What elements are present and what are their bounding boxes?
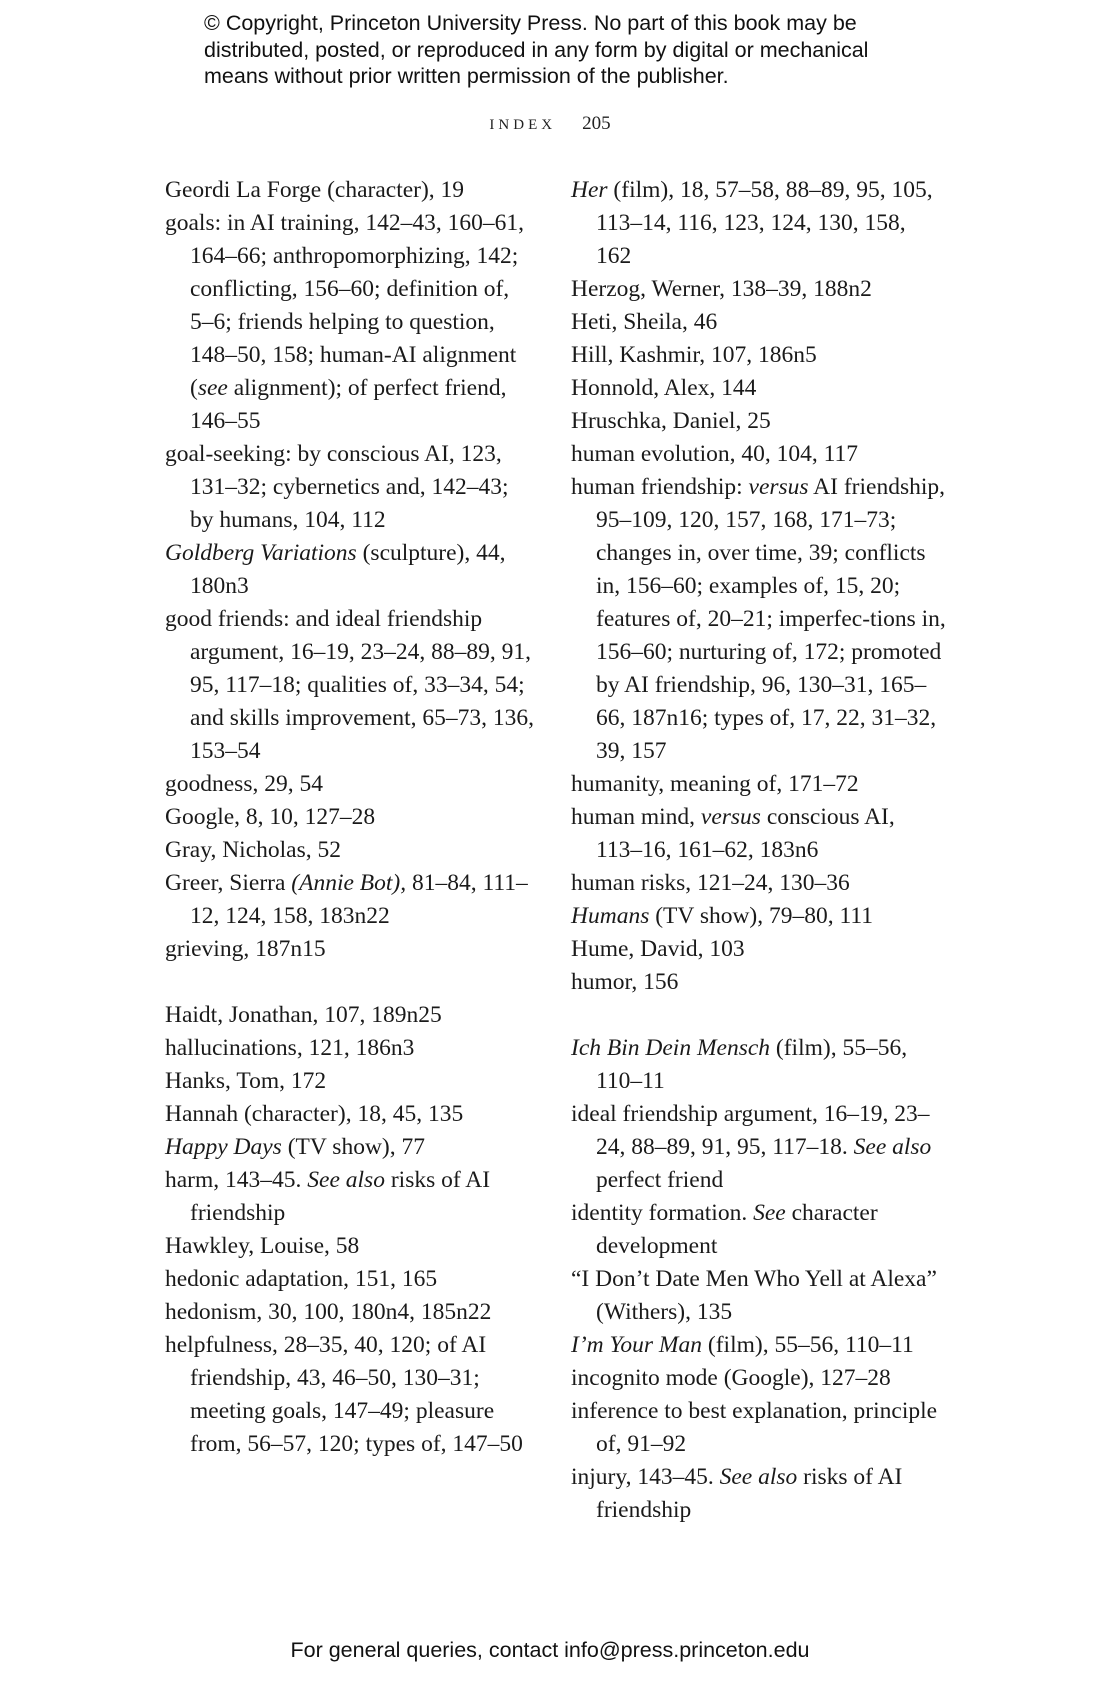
index-entry [571, 1395, 946, 1461]
index-entry-text: ideal friendship argument, 16–19, 23–24, 88–89, 91, 95, 117–18. [571, 1101, 930, 1160]
index-entry-text: Hruschka, Daniel, 25 [571, 408, 771, 434]
index-entry-text: risks of AI friendship [190, 1167, 491, 1226]
index-entry-text: injury, 143–45. [571, 1464, 720, 1490]
index-entry [571, 405, 946, 438]
index-entry-text: goals: in AI training, 142–43, 160–61, 164–66; anthropomorphizing, 142; conflicting, 156–60; definition of, 5–6; friends helping to question, 148–50, 158; human-AI alignment ( [165, 210, 525, 401]
index-entry [165, 1032, 535, 1065]
index-entry-text: Gray, Nicholas, 52 [165, 837, 341, 863]
index-entry-text: (film), 55–56, 110–11 [596, 1035, 908, 1094]
index-column-left [165, 174, 535, 1461]
footer-contact: For general queries, contact info@press.princeton.edu [290, 1638, 810, 1662]
index-entry-italic-text: (Annie Bot), [291, 870, 407, 896]
index-entry [165, 1329, 535, 1461]
index-entry [571, 867, 946, 900]
index-entry-text: (film), 55–56, 110–11 [702, 1332, 914, 1358]
index-entry [165, 207, 535, 438]
index-entry-text: Hanks, Tom, 172 [165, 1068, 327, 1094]
index-entry [571, 1098, 946, 1197]
index-entry [165, 174, 535, 207]
index-entry-text: goodness, 29, 54 [165, 771, 323, 797]
index-entry-text: good friends: and ideal friendship argument, 16–19, 23–24, 88–89, 91, 95, 117–18; qualities of, 33–34, 54; and skills improvement, 65–73, 136, 153–54 [165, 606, 534, 764]
index-entry-text: inference to best explanation, principle of, 91–92 [571, 1398, 938, 1457]
index-entry-italic-text: versus [748, 474, 809, 500]
index-entry [165, 438, 535, 537]
index-entry-text: Hawkley, Louise, 58 [165, 1233, 360, 1259]
index-entry-italic-text: Her [571, 177, 608, 203]
index-entry-text: Herzog, Werner, 138–39, 188n2 [571, 276, 872, 302]
index-entry-text: (film), 18, 57–58, 88–89, 95, 105, 113–14, 116, 123, 124, 130, 158, 162 [596, 177, 933, 269]
index-entry-text: hallucinations, 121, 186n3 [165, 1035, 415, 1061]
index-entry-text: “I Don’t Date Men Who Yell at Alexa” (Withers), 135 [571, 1266, 937, 1325]
index-entry-italic-text: Humans [571, 903, 650, 929]
index-entry-text: Greer, Sierra [165, 870, 292, 896]
index-entry [165, 999, 535, 1032]
index-entry-text: grieving, 187n15 [165, 936, 326, 962]
index-entry [165, 1131, 535, 1164]
index-entry [571, 1329, 946, 1362]
index-entry-text: alignment); of perfect friend, 146–55 [190, 375, 507, 434]
index-entry [571, 801, 946, 867]
index-entry [165, 1296, 535, 1329]
index-entry-text: Hannah (character), 18, 45, 135 [165, 1101, 464, 1127]
index-entry-italic-text: Ich Bin Dein Mensch [571, 1035, 771, 1061]
index-entry-text: human risks, 121–24, 130–36 [571, 870, 850, 896]
index-entry-text: harm, 143–45. [165, 1167, 308, 1193]
index-entry [571, 1263, 946, 1329]
index-entry [571, 339, 946, 372]
index-entry-text: perfect friend [596, 1167, 724, 1193]
index-entry-italic-text: versus [700, 804, 761, 830]
index-entry [571, 471, 946, 768]
index-entry-text: Haidt, Jonathan, 107, 189n25 [165, 1002, 442, 1028]
index-entry [165, 933, 535, 966]
index-entry-text: humor, 156 [571, 969, 679, 995]
index-entry-text: goal-seeking: by conscious AI, 123, 131–32; cybernetics and, 142–43; by humans, 104, 112 [165, 441, 509, 533]
index-column-right [571, 174, 946, 1527]
index-entry-text: (TV show), 77 [281, 1134, 425, 1160]
index-entry-text: AI friendship, 95–109, 120, 157, 168, 171–73; changes in, over time, 39; conflicts in, 156–60; examples of, 15, 20; features of, 20–21; imperfec-tions in, 156–60; nurturing of, 172; promoted by AI friendship, 96, 130–31, 165–66, 187n16; types of, 17, 22, 31–32, 39, 157 [596, 474, 946, 764]
index-entry [571, 1461, 946, 1527]
index-entry [165, 867, 535, 933]
index-entry-italic-text: I’m Your Man [571, 1332, 703, 1358]
index-entry-text: identity formation. [571, 1200, 754, 1226]
index-entry-text: Hume, David, 103 [571, 936, 745, 962]
index-entry-italic-text: see [197, 375, 228, 401]
index-entry [571, 768, 946, 801]
index-entry-text: (sculpture), 44, 180n3 [190, 540, 506, 599]
index-entry [571, 1197, 946, 1263]
index-entry [165, 1164, 535, 1230]
index-entry [571, 933, 946, 966]
index-entry-text: conscious AI, 113–16, 161–62, 183n6 [596, 804, 895, 863]
running-head-title: INDEX [489, 117, 557, 133]
index-entry-text: hedonic adaptation, 151, 165 [165, 1266, 438, 1292]
index-entry [571, 966, 946, 999]
letter-section-gap [571, 999, 946, 1032]
index-entry [165, 603, 535, 768]
index-entry [571, 306, 946, 339]
letter-section-gap [165, 966, 535, 999]
index-entry [165, 537, 535, 603]
index-entry-italic-text: See also [307, 1167, 385, 1193]
index-entry-text: incognito mode (Google), 127–28 [571, 1365, 891, 1391]
index-entry-italic-text: See [753, 1200, 786, 1226]
index-entry [571, 900, 946, 933]
running-head [0, 113, 1100, 135]
copyright-notice: © Copyright, Princeton University Press. No part of this book may be distributed, posted, or reproduced in any form by digital or mechanical means without prior written permission of the publisher. [204, 11, 869, 88]
index-entry-italic-text: See also [719, 1464, 798, 1490]
index-entry-text: hedonism, 30, 100, 180n4, 185n22 [165, 1299, 492, 1325]
index-entry [571, 1362, 946, 1395]
index-entry-text: (TV show), 79–80, 111 [649, 903, 874, 929]
index-entry [571, 1032, 946, 1098]
index-entry-italic-text: Happy Days [165, 1134, 282, 1160]
index-entry [165, 1098, 535, 1131]
index-entry [165, 1230, 535, 1263]
index-entry-text: helpfulness, 28–35, 40, 120; of AI friendship, 43, 46–50, 130–31; meeting goals, 147–49; pleasure from, 56–57, 120; types of, 147–50 [165, 1332, 523, 1457]
index-entry [571, 174, 946, 273]
index-entry-text: risks of AI friendship [596, 1464, 903, 1523]
index-entry-italic-text: Goldberg Variations [165, 540, 357, 566]
index-entry-text: human friendship: [571, 474, 749, 500]
index-entry-text: 81–84, 111–12, 124, 158, 183n22 [190, 870, 528, 929]
index-entry-text: Hill, Kashmir, 107, 186n5 [571, 342, 817, 368]
index-entry-text: human mind, [571, 804, 701, 830]
index-entry [571, 372, 946, 405]
index-entry-text: Honnold, Alex, 144 [571, 375, 757, 401]
index-entry [165, 768, 535, 801]
index-entry [571, 438, 946, 471]
index-entry-text: character development [596, 1200, 878, 1259]
index-entry [165, 1263, 535, 1296]
index-entry-text: Google, 8, 10, 127–28 [165, 804, 376, 830]
index-entry-text: humanity, meaning of, 171–72 [571, 771, 859, 797]
index-entry [165, 1065, 535, 1098]
index-entry-text: Geordi La Forge (character), 19 [165, 177, 465, 203]
page-number: 205 [582, 113, 611, 134]
index-entry [571, 273, 946, 306]
index-entry [165, 801, 535, 834]
index-entry-text: Heti, Sheila, 46 [571, 309, 718, 335]
index-entry-italic-text: See also [853, 1134, 932, 1160]
index-entry-text: human evolution, 40, 104, 117 [571, 441, 858, 467]
index-entry [165, 834, 535, 867]
